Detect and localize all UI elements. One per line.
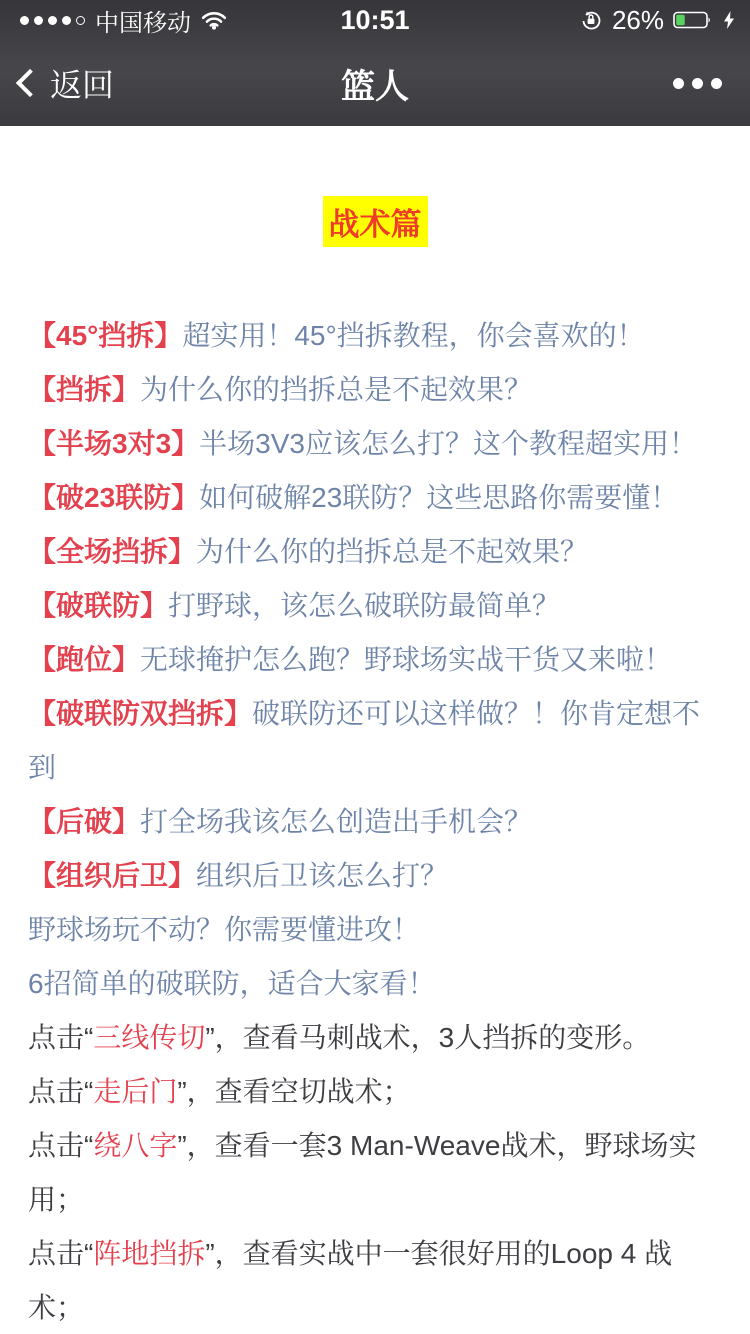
orientation-lock-icon [579,8,603,32]
tactic-tag-link[interactable]: 【半场3对3】 [28,428,200,459]
paragraph [28,1065,722,1119]
nav-bar [0,40,750,126]
instruction-text: ”，查看空切战术； [177,1076,411,1107]
tactic-tag-link[interactable]: 【跑位】 [28,644,141,675]
instruction-text: 点击“ [28,1130,94,1161]
paragraph [28,795,722,849]
battery-percent-label: 26% [611,4,664,35]
article-link-text[interactable]: 组织后卫该怎么打？ [196,860,449,891]
article-link-text[interactable]: 超实用！45°挡拆教程，你会喜欢的！ [182,320,645,351]
charging-bolt-icon [722,10,736,30]
status-bar [0,0,750,40]
article-link-text[interactable]: 野球场玩不动？你需要懂进攻！ [28,914,421,945]
ellipsis-icon [673,78,684,89]
inline-link[interactable]: 阵地挡拆 [93,1238,206,1269]
tactic-tag-link[interactable]: 【破联防双挡拆】 [28,698,253,729]
status-time: 10:51 [340,4,410,35]
tactic-tag-link[interactable]: 【45°挡拆】 [28,320,183,351]
paragraph [28,903,722,957]
ellipsis-icon [692,78,703,89]
article-link-text[interactable]: 为什么你的挡拆总是不起效果？ [140,374,533,405]
inline-link[interactable]: 走后门 [93,1076,178,1107]
paragraph [28,579,722,633]
paragraph [28,363,722,417]
inline-link[interactable]: 三线传切 [93,1022,206,1053]
tactic-tag-link[interactable]: 【全场挡拆】 [28,536,197,567]
back-button[interactable] [20,60,114,106]
carrier-label: 中国移动 [95,9,191,37]
back-label: 返回 [50,67,115,103]
article-link-text[interactable]: 为什么你的挡拆总是不起效果？ [196,536,589,567]
article-link-text[interactable]: 无球掩护怎么跑？野球场实战干货又来啦！ [140,644,673,675]
paragraph [28,417,722,471]
ellipsis-icon [711,78,722,89]
instruction-text: 点击“ [28,1076,94,1107]
tactic-tag-link[interactable]: 【后破】 [28,806,141,837]
article-title: 战术篇 [323,196,428,247]
instruction-text: 点击“ [28,1238,94,1269]
paragraph [28,687,722,795]
article-content [0,196,750,1334]
top-chrome [0,0,750,126]
article-link-text[interactable]: 如何破解23联防？这些思路你需要懂！ [199,482,679,513]
paragraph [28,957,722,1011]
article-link-text[interactable]: 半场3V3应该怎么打？这个教程超实用！ [199,428,697,459]
article-link-text[interactable]: 6招简单的破联防，适合大家看！ [28,968,436,999]
back-chevron-icon [16,69,44,97]
article-title-row [28,196,722,247]
inline-link[interactable]: 绕八字 [93,1130,178,1161]
instruction-text: ”，查看马刺战术，3人挡拆的变形。 [205,1022,651,1053]
tactic-tag-link[interactable]: 【破联防】 [28,590,169,621]
paragraph [28,1119,722,1227]
paragraph [28,633,722,687]
paragraph [28,1227,722,1334]
article-paragraphs [28,309,722,1334]
tactic-tag-link[interactable]: 【挡拆】 [28,374,141,405]
paragraph [28,525,722,579]
instruction-text: ”，查看一套3 Man-Weave战术，野球场实用； [28,1130,697,1215]
article-link-text[interactable]: 打野球，该怎么破联防最简单？ [168,590,561,621]
tactic-tag-link[interactable]: 【破23联防】 [28,482,200,513]
battery-icon [673,11,713,29]
paragraph [28,849,722,903]
paragraph [28,309,722,363]
more-menu-button[interactable] [673,78,722,89]
tactic-tag-link[interactable]: 【组织后卫】 [28,860,197,891]
instruction-text: 点击“ [28,1022,94,1053]
article-link-text[interactable]: 破联防还可以这样做？！你肯定想不到 [28,698,701,783]
status-bar-right [579,5,736,36]
article-link-text[interactable]: 打全场我该怎么创造出手机会？ [140,806,533,837]
page-title: 篮人 [341,67,409,106]
paragraph [28,471,722,525]
instruction-text: ”，查看实战中一套很好用的Loop 4 战术； [28,1238,673,1323]
paragraph [28,1011,722,1065]
